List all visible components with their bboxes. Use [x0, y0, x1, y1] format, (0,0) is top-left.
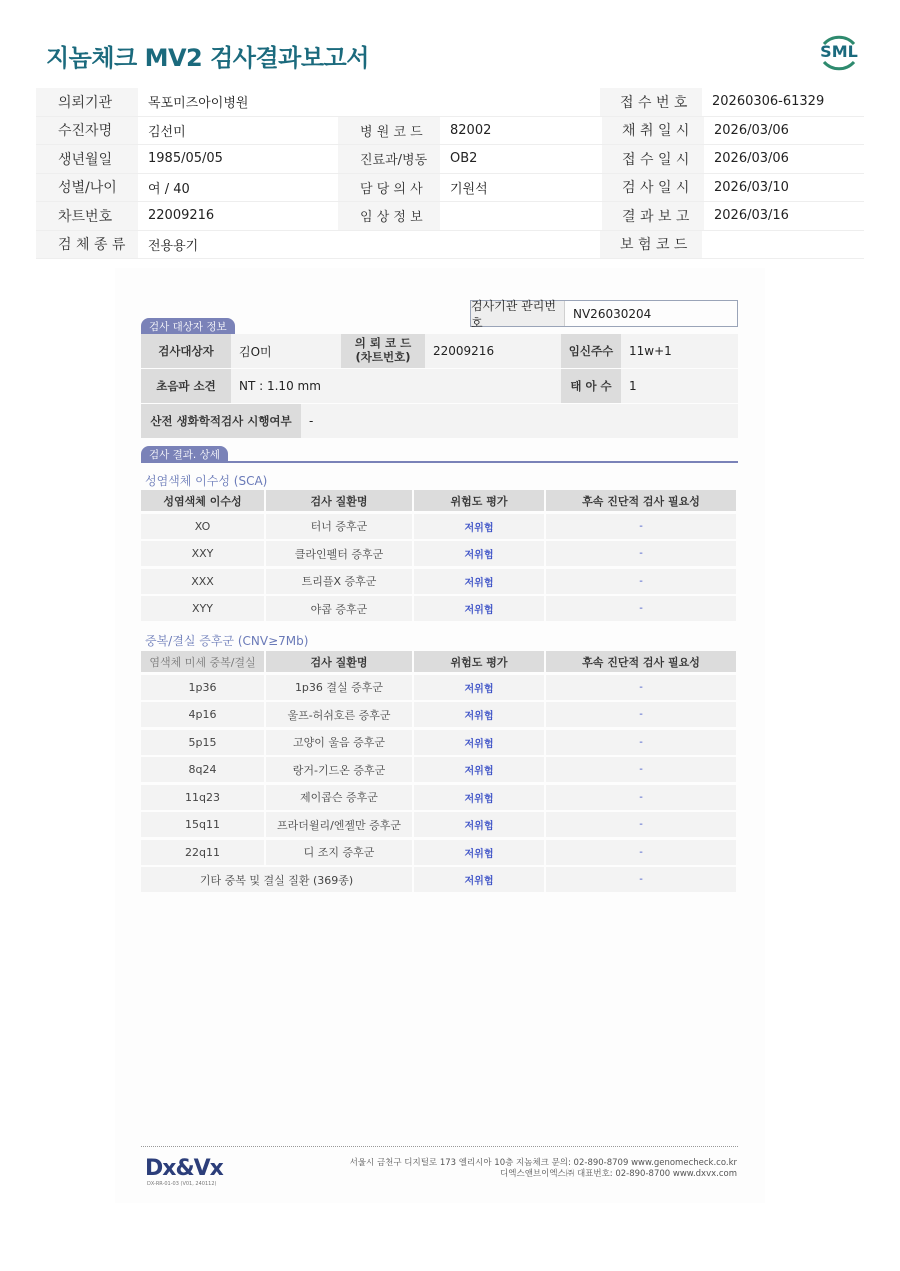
table-row: [141, 541, 738, 566]
cell-locus: 22q11: [141, 840, 266, 865]
cell-follow-up: -: [546, 514, 738, 539]
cell-aneuploidy: XO: [141, 514, 266, 539]
value-specimen-type: 전용용기: [148, 238, 199, 254]
cell-locus: 4p16: [141, 702, 266, 727]
logo-text: SML: [820, 42, 858, 61]
table-row: [141, 840, 738, 865]
table-row: [141, 702, 738, 727]
table-row: [141, 757, 738, 782]
cell-other-diseases: 기타 중복 및 결실 질환 (369종): [141, 867, 414, 892]
header-cell: 위험도 평가: [414, 490, 546, 511]
info-row: [36, 202, 864, 231]
table-row: [141, 675, 738, 700]
ultrasound-value: NT : 1.10 mm: [231, 369, 561, 403]
value-hospital-code: 82002: [450, 122, 492, 138]
mgmt-number-box: [470, 298, 738, 330]
fetus-count-value: 1: [621, 369, 738, 403]
header-cell: 염색체 미세 중복/결실: [141, 651, 266, 672]
cell-aneuploidy: XXY: [141, 541, 266, 566]
table-row: [141, 730, 738, 755]
cell-disease: 야콥 증후군: [266, 596, 414, 621]
value-physician: 기원석: [450, 181, 488, 197]
sml-logo: [816, 30, 862, 76]
request-code-label-1: 의 뢰 코 드: [354, 336, 412, 351]
info-row: [36, 117, 864, 146]
label-birth-date: 생년월일: [36, 145, 138, 173]
cell-risk: 저위험: [414, 541, 546, 566]
cell-follow-up: -: [546, 730, 738, 755]
cell-locus: 5p15: [141, 730, 266, 755]
value-department: OB2: [450, 151, 478, 167]
footer-contact: [350, 1158, 737, 1181]
value-collection-date: 2026/03/06: [714, 122, 789, 138]
cell-disease: 프라더윌리/엔젤만 증후군: [266, 812, 414, 837]
table-row: [141, 867, 738, 892]
label-insurance-code: 보 험 코 드: [600, 231, 702, 259]
cell-disease: 고양이 울음 증후군: [266, 730, 414, 755]
value-patient-name: 김선미: [148, 124, 186, 140]
label-accession-no: 접 수 번 호: [600, 88, 702, 116]
header-cell: 후속 진단적 검사 필요성: [546, 490, 738, 511]
mgmt-label: 검사기관 관리번호: [471, 301, 565, 326]
request-code-value: 22009216: [425, 334, 561, 368]
subject-name-label: 검사대상자: [141, 334, 231, 368]
value-received-date: 2026/03/06: [714, 151, 789, 167]
cell-follow-up: -: [546, 812, 738, 837]
cell-risk: 저위험: [414, 702, 546, 727]
cell-disease: 디 조지 증후군: [266, 840, 414, 865]
request-code-label-2: (차트번호): [355, 350, 411, 364]
gestation-weeks-value: 11w+1: [621, 334, 738, 368]
cell-risk: 저위험: [414, 812, 546, 837]
cell-follow-up: -: [546, 675, 738, 700]
section-divider: [141, 461, 738, 463]
value-accession-no: 20260306-61329: [712, 94, 825, 110]
cell-risk: 저위험: [414, 867, 546, 892]
cell-follow-up: -: [546, 569, 738, 594]
value-chart-no: 22009216: [148, 208, 215, 224]
info-row: [36, 174, 864, 203]
report-title: 지놈체크 MV2 검사결과보고서: [46, 44, 369, 72]
label-patient-name: 수진자명: [36, 117, 138, 145]
cell-follow-up: -: [546, 541, 738, 566]
table-row: [141, 785, 738, 810]
table-row: [141, 812, 738, 837]
cell-locus: 15q11: [141, 812, 266, 837]
value-requester: 목포미즈아이병원: [148, 96, 249, 112]
header-cell: 성염색체 이수성: [141, 490, 266, 511]
section-subject-pill: 검사 대상자 정보: [141, 318, 235, 334]
cell-aneuploidy: XXX: [141, 569, 266, 594]
value-insurance-code: [702, 231, 862, 259]
label-collection-date: 채 취 일 시: [602, 117, 704, 145]
dxvx-doc-code: DX-RR-01-03 (V01, 240112): [147, 1181, 217, 1187]
cell-risk: 저위험: [414, 757, 546, 782]
cell-disease: 트리플X 증후군: [266, 569, 414, 594]
cell-follow-up: -: [546, 785, 738, 810]
section-result-pill: 검사 결과. 상세: [141, 446, 228, 462]
cell-follow-up: -: [546, 840, 738, 865]
value-birth-date: 1985/05/05: [148, 151, 223, 167]
footer-divider: [141, 1146, 738, 1147]
patient-info-table: [36, 88, 864, 259]
info-row: [36, 231, 864, 260]
cell-risk: 저위험: [414, 569, 546, 594]
cell-follow-up: -: [546, 867, 738, 892]
sca-title: 성염색체 이수성 (SCA): [145, 474, 268, 488]
table-header: [141, 490, 738, 511]
cell-locus: 11q23: [141, 785, 266, 810]
cell-disease: 랑거-기드온 증후군: [266, 757, 414, 782]
label-clinical-info: 임 상 정 보: [338, 202, 440, 230]
label-received-date: 접 수 일 시: [602, 145, 704, 173]
cnv-title: 중복/결실 증후군 (CNV≥7Mb): [145, 634, 309, 648]
table-header: [141, 651, 738, 672]
cell-disease: 1p36 결실 증후군: [266, 675, 414, 700]
table-row: [141, 569, 738, 594]
cell-follow-up: -: [546, 757, 738, 782]
label-chart-no: 차트번호: [36, 202, 138, 230]
label-sex-age: 성별/나이: [36, 174, 138, 202]
fetus-count-label: 태 아 수: [561, 369, 621, 403]
label-specimen-type: 검 체 종 류: [36, 231, 138, 259]
value-sex-age: 여 / 40: [148, 181, 190, 197]
cell-risk: 저위험: [414, 675, 546, 700]
label-department: 진료과/병동: [338, 145, 440, 173]
value-clinical-info: [440, 202, 602, 230]
cell-risk: 저위험: [414, 840, 546, 865]
cell-risk: 저위험: [414, 596, 546, 621]
report-body: [115, 268, 765, 1203]
cell-risk: 저위험: [414, 785, 546, 810]
label-physician: 담 당 의 사: [338, 174, 440, 202]
biochem-label: 산전 생화학적검사 시행여부: [141, 404, 301, 438]
biochem-value: -: [301, 404, 738, 438]
mgmt-value: NV26030204: [573, 306, 652, 321]
subject-row: [141, 404, 738, 438]
label-test-date: 검 사 일 시: [602, 174, 704, 202]
cell-follow-up: -: [546, 702, 738, 727]
cell-disease: 울프-허쉬호른 증후군: [266, 702, 414, 727]
cell-disease: 제이콥슨 증후군: [266, 785, 414, 810]
subject-row: [141, 334, 738, 368]
dxvx-logo: Dx&Vx: [145, 1156, 223, 1181]
cell-locus: 8q24: [141, 757, 266, 782]
cell-risk: 저위험: [414, 514, 546, 539]
cell-follow-up: -: [546, 596, 738, 621]
value-report-date: 2026/03/16: [714, 208, 789, 224]
cell-locus: 1p36: [141, 675, 266, 700]
footer-line-2: 디엑스앤브이엑스㈜ 대표번호: 02-890-8700 www.dxvx.com: [500, 1169, 737, 1180]
subject-row: [141, 369, 738, 403]
subject-name-value: 김O미: [231, 334, 341, 368]
sca-table: [141, 490, 738, 621]
cell-risk: 저위험: [414, 730, 546, 755]
cnv-table: [141, 651, 738, 892]
footer-line-1: 서울시 금천구 디지털로 173 엘리시아 10층 지놈체크 문의: 02-890-8709 www.genomecheck.co.kr: [349, 1158, 737, 1168]
cell-aneuploidy: XYY: [141, 596, 266, 621]
header-cell: 검사 질환명: [266, 651, 414, 672]
ultrasound-label: 초음파 소견: [141, 369, 231, 403]
header-cell: 위험도 평가: [414, 651, 546, 672]
info-row: [36, 145, 864, 174]
cell-disease: 클라인펠터 증후군: [266, 541, 414, 566]
label-report-date: 결 과 보 고: [602, 202, 704, 230]
table-row: [141, 514, 738, 539]
table-row: [141, 596, 738, 621]
label-hospital-code: 병 원 코 드: [338, 117, 440, 145]
request-code-label: [341, 334, 425, 368]
cell-disease: 터너 증후군: [266, 514, 414, 539]
info-row: [36, 88, 864, 117]
header-cell: 후속 진단적 검사 필요성: [546, 651, 738, 672]
header-cell: 검사 질환명: [266, 490, 414, 511]
label-requester: 의뢰기관: [36, 88, 138, 116]
gestation-weeks-label: 임신주수: [561, 334, 621, 368]
value-test-date: 2026/03/10: [714, 179, 789, 195]
